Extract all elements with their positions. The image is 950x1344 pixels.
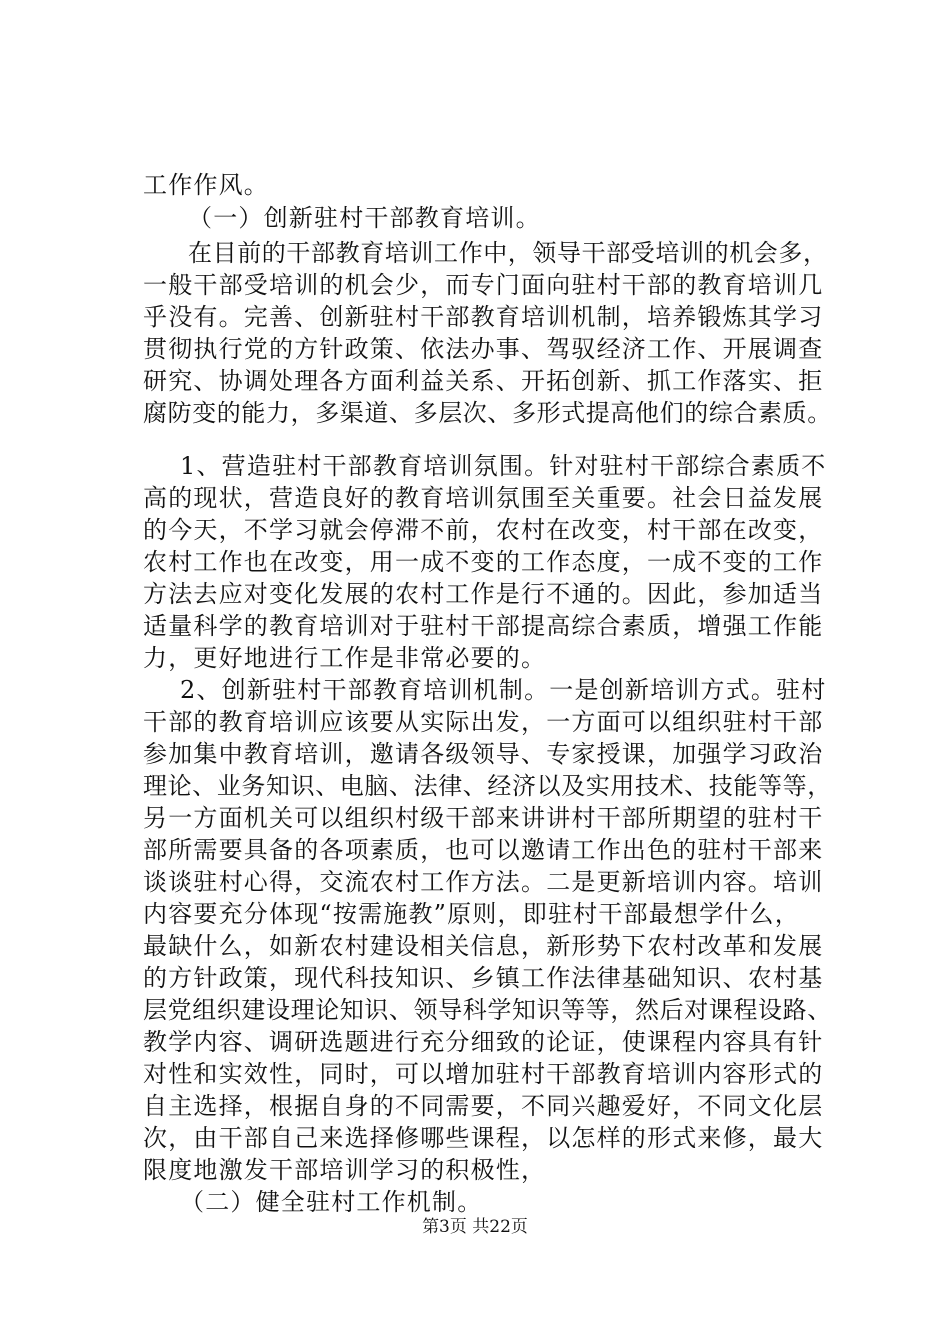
text-line: 工作作风。: [143, 171, 269, 199]
text-line: 最缺什么，如新农村建设相关信息，新形势下农村改革和发展: [143, 932, 824, 960]
text-line: 谈谈驻村心得，交流农村工作方法。二是更新培训内容。培训: [143, 868, 824, 896]
text-line: 限度地激发干部培训学习的积极性，: [143, 1156, 547, 1184]
text-line: 方法去应对变化发展的农村工作是行不通的。因此，参加适当: [143, 580, 824, 608]
text-line: 自主选择，根据自身的不同需要，不同兴趣爱好，不同文化层: [143, 1092, 824, 1120]
text-line: 理论、业务知识、电脑、法律、经济以及实用技术、技能等等，: [143, 772, 832, 800]
text-line: 另一方面机关可以组织村级干部来讲讲村干部所期望的驻村干: [143, 804, 824, 832]
page-number: 第3页 共22页: [422, 1217, 528, 1237]
text-line: 的方针政策，现代科技知识、乡镇工作法律基础知识、农村基: [143, 964, 824, 992]
text-line: 部所需要具备的各项素质，也可以邀请工作出色的驻村干部来: [143, 836, 824, 864]
text-line: 贯彻执行党的方针政策、依法办事、驾驭经济工作、开展调查: [143, 335, 824, 363]
text-line: 干部的教育培训应该要从实际出发，一方面可以组织驻村干部: [143, 708, 824, 736]
text-line: 参加集中教育培训，邀请各级领导、专家授课，加强学习政治: [143, 740, 824, 768]
text-line: 农村工作也在改变，用一成不变的工作态度，一成不变的工作: [143, 548, 824, 576]
text-line: 的今天，不学习就会停滞不前，农村在改变，村干部在改变，: [143, 516, 824, 544]
text-line: 一般干部受培训的机会少，而专门面向驻村干部的教育培训几: [143, 271, 824, 299]
text-line: 腐防变的能力，多渠道、多层次、多形式提高他们的综合素质。: [143, 399, 832, 427]
text-line: 乎没有。完善、创新驻村干部教育培训机制，培养锻炼其学习: [143, 303, 824, 331]
text-line: 次，由干部自己来选择修哪些课程，以怎样的形式来修，最大: [143, 1124, 824, 1152]
text-line: 力，更好地进行工作是非常必要的。: [143, 644, 547, 672]
text-line: 研究、协调处理各方面利益关系、开拓创新、抓工作落实、拒: [143, 367, 824, 395]
text-line: 教学内容、调研选题进行充分细致的论证，使课程内容具有针: [143, 1028, 824, 1056]
text-line: 1、营造驻村干部教育培训氛围。针对驻村干部综合素质不: [180, 452, 827, 480]
text-line: 高的现状，营造良好的教育培训氛围至关重要。社会日益发展: [143, 484, 824, 512]
text-line: 在目前的干部教育培训工作中，领导干部受培训的机会多，: [188, 239, 828, 267]
text-line: 层党组织建设理论知识、领导科学知识等等，然后对课程设路、: [143, 996, 832, 1024]
section-heading: （二）健全驻村工作机制。: [180, 1188, 483, 1216]
text-line: 对性和实效性，同时，可以增加驻村干部教育培训内容形式的: [143, 1060, 824, 1088]
text-line: 内容要充分体现“按需施教”原则，即驻村干部最想学什么，: [143, 900, 800, 928]
text-line: 适量科学的教育培训对于驻村干部提高综合素质，增强工作能: [143, 612, 824, 640]
section-heading: （一）创新驻村干部教育培训。: [188, 204, 541, 232]
text-line: 2、创新驻村干部教育培训机制。一是创新培训方式。驻村: [180, 676, 827, 704]
